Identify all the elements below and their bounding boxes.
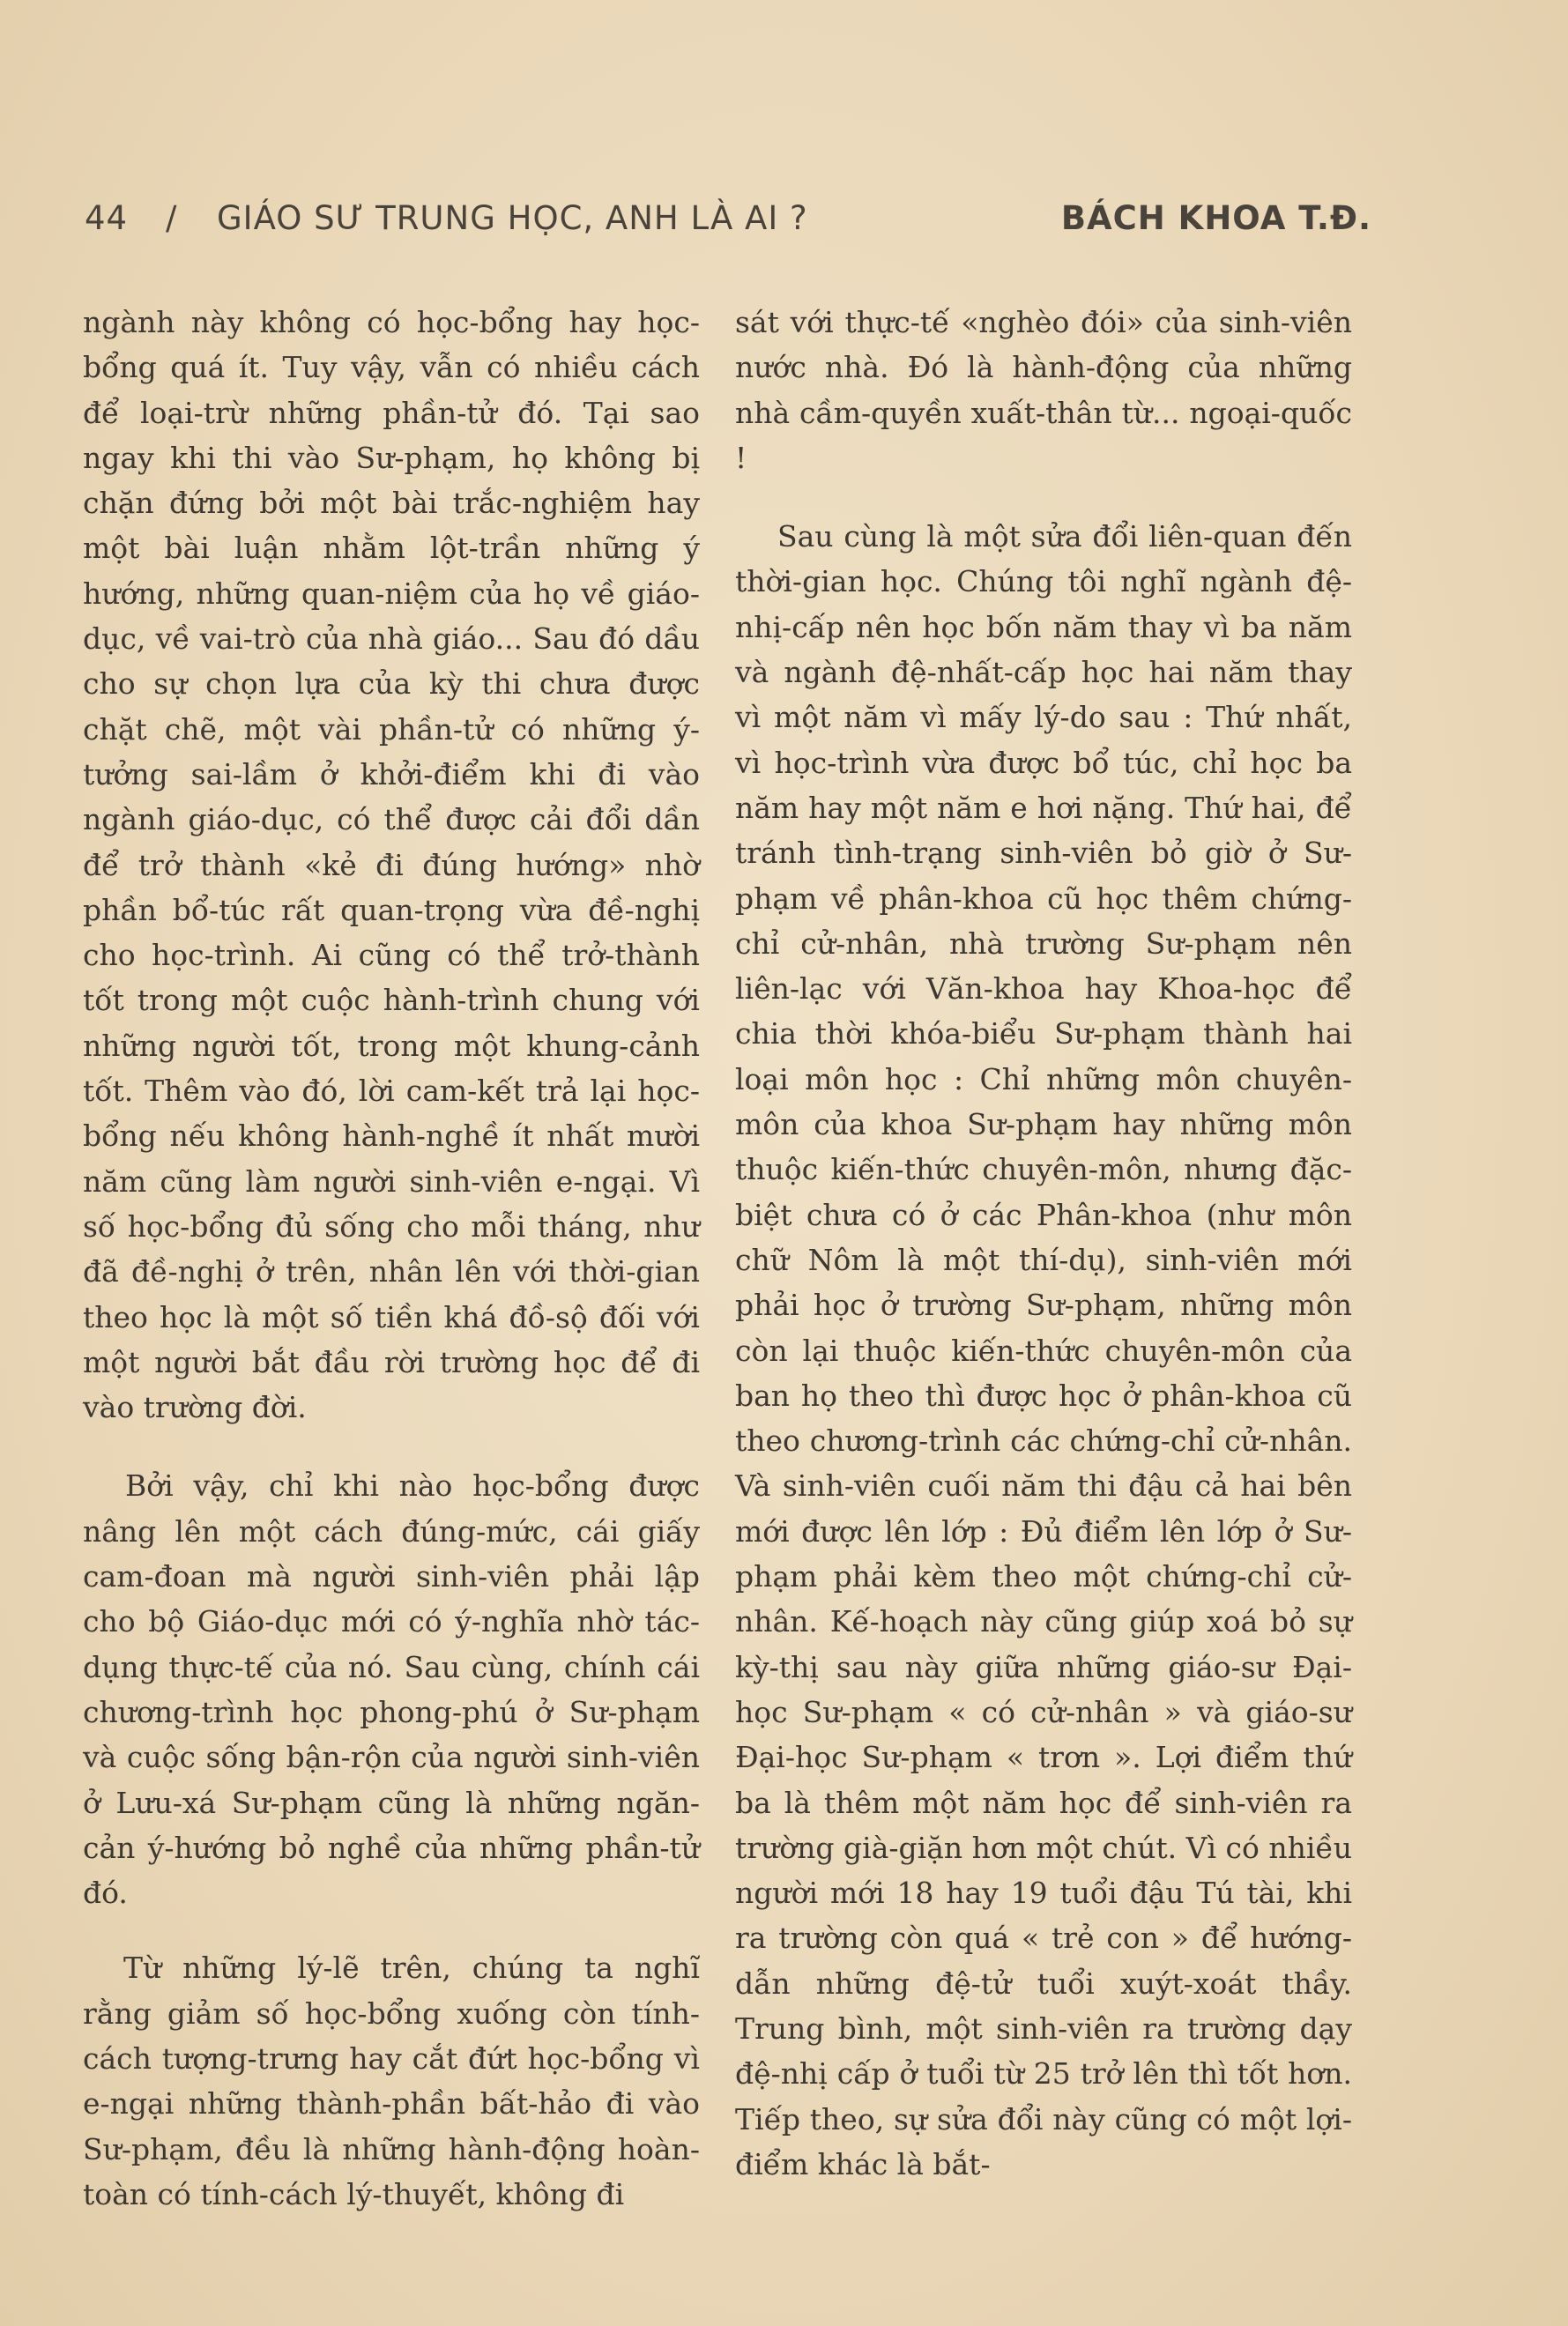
magazine-name: BÁCH KHOA T.Đ. xyxy=(1060,199,1371,237)
paragraph: Từ những lý-lẽ trên, chúng ta nghĩ rằng giảm số học-bổng xuống còn tính-cách tượng-trưng hay cắt đứt học-bổng vì e-ngại những thành-phần bất-hảo đi vào Sư-phạm, đều là những hành-động hoàn-toàn có tính-cách lý-thuyết, không đi xyxy=(83,1951,700,2211)
paragraph: sát với thực-tế «nghèo đói» của sinh-viên nước nhà. Đó là hành-động của những nhà cầm-quyền xuất-thân từ... ngoại-quốc ! xyxy=(735,305,1352,475)
page-number: 44 xyxy=(85,199,129,237)
paragraph: Sau cùng là một sửa đổi liên-quan đến thời-gian học. Chúng tôi nghĩ ngành đệ-nhị-cấp nên học bốn năm thay vì ba năm và ngành đệ-nhất-cấp học hai năm thay vì một năm vì mấy lý-do sau : Thứ nhất, vì học-trình vừa được bổ túc, chỉ học ba năm hay một năm e hơi nặng. Thứ hai, để tránh tình-trạng sinh-viên bỏ giờ ở Sư-phạm về phân-khoa cũ học thêm chứng-chỉ cử-nhân, nhà trường Sư-phạm nên liên-lạc với Văn-khoa hay Khoa-học để chia thời khóa-biểu Sư-phạm thành hai loại môn học : Chỉ những môn chuyên-môn của khoa Sư-phạm hay những môn thuộc kiến-thức chuyên-môn, nhưng đặc-biệt chưa có ở các Phân-khoa (như môn chữ Nôm là một thí-dụ), sinh-viên mới phải học ở trường Sư-phạm, những môn còn lại thuộc kiến-thức chuyên-môn của ban họ theo thì được học ở phân-khoa cũ theo chương-trình các chứng-chỉ cử-nhân. Và sinh-viên cuối năm thi đậu cả hai bên mới được lên lớp : Đủ điểm lên lớp ở Sư-phạm phải kèm theo một chứng-chỉ cử-nhân. Kế-hoạch này cũng giúp xoá bỏ sự kỳ-thị sau này giữa những giáo-sư Đại-học Sư-phạm « có cử-nhân » và giáo-sư Đại-học Sư-phạm « trơn ». Lợi điểm thứ ba là thêm một năm học để sinh-viên ra trường già-giặn hơn một chút. Vì có nhiều người mới 18 hay 19 tuổi đậu Tú tài, khi ra trường còn quá « trẻ con » để hướng-dẫn những đệ-tử tuổi xuýt-xoát thầy. Trung bình, một sinh-viên ra trường dạy đệ-nhị cấp ở tuổi từ 25 trở lên thì tốt hơn. Tiếp theo, sự sửa đổi này cũng có một lợi-điểm khác là bắt- xyxy=(735,519,1352,2181)
paragraph: ngành này không có học-bổng hay học-bổng quá ít. Tuy vậy, vẫn có nhiều cách để loại-trừ những phần-tử đó. Tại sao ngay khi thi vào Sư-phạm, họ không bị chặn đứng bởi một bài trắc-nghiệm hay một bài luận nhằm lột-trần những ý hướng, những quan-niệm của họ về giáo-dục, về vai-trò của nhà giáo... Sau đó dầu cho sự chọn lựa của kỳ thi chưa được chặt chẽ, một vài phần-tử có những ý-tưởng sai-lầm ở khởi-điểm khi đi vào ngành giáo-dục, có thể được cải đổi dần để trở thành «kẻ đi đúng hướng» nhờ phần bổ-túc rất quan-trọng vừa đề-nghị cho học-trình. Ai cũng có thể trở-thành tốt trong một cuộc hành-trình chung với những người tốt, trong một khung-cảnh tốt. Thêm vào đó, lời cam-kết trả lại học-bổng nếu không hành-nghề ít nhất mười năm cũng làm người sinh-viên e-ngại. Vì số học-bổng đủ sống cho mỗi tháng, như đã đề-nghị ở trên, nhân lên với thời-gian theo học là một số tiền khá đồ-sộ đối với một người bắt đầu rời trường học để đi vào trường đời. xyxy=(83,305,700,1425)
left-column xyxy=(83,300,700,2217)
header-separator: / xyxy=(166,199,178,237)
article-title: GIÁO SƯ TRUNG HỌC, ANH LÀ AI ? xyxy=(217,199,808,237)
running-header xyxy=(85,199,1371,252)
paragraph: Bởi vậy, chỉ khi nào học-bổng được nâng lên một cách đúng-mức, cái giấy cam-đoan mà người sinh-viên phải lập cho bộ Giáo-dục mới có ý-nghĩa nhờ tác-dụng thực-tế của nó. Sau cùng, chính cái chương-trình học phong-phú ở Sư-phạm và cuộc sống bận-rộn của người sinh-viên ở Lưu-xá Sư-phạm cũng là những ngăn-cản ý-hướng bỏ nghề của những phần-tử đó. xyxy=(83,1468,700,1911)
right-column xyxy=(735,300,1352,2187)
